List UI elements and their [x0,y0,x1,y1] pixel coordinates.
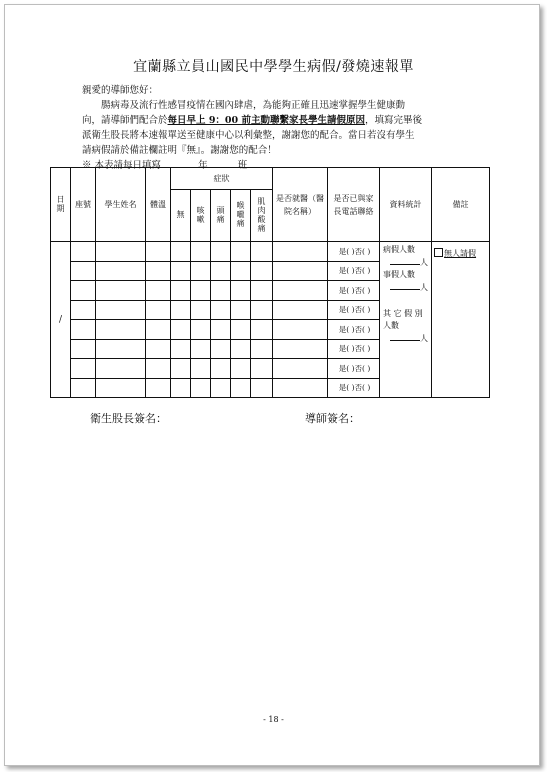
contact-yes-no[interactable]: 是( )否( ) [328,242,380,262]
no-leave-checkbox[interactable] [434,248,443,257]
report-table [50,167,490,398]
header-doctor: 是否就醫（醫院名稱） [273,168,328,242]
personal-count-blank[interactable] [390,281,420,290]
stats-other-label: 其 它 假 別 人數 [383,309,423,330]
other-count-blank[interactable] [390,332,420,341]
header-name: 學生姓名 [96,168,146,242]
health-leader-signature-label: 衛生股長簽名： [90,412,167,425]
symptom-headache: 頭痛 [211,190,231,242]
symptom-sore-throat: 喉嚨痛 [231,190,251,242]
header-contact: 是否已與家長電話聯絡 [328,168,380,242]
contact-yes-no[interactable]: 是( )否( ) [328,261,380,281]
page-title: 宜蘭縣立員山國民中學學生病假/發燒速報單 [133,59,414,75]
symptom-cough: 咳嗽 [191,190,211,242]
contact-yes-no[interactable]: 是( )否( ) [328,300,380,320]
header-stats: 資料統計 [380,168,432,242]
table-row [51,242,490,262]
greeting: 親愛的導師您好： [82,85,159,96]
page-number: - 18 - [263,715,284,724]
remark-cell [432,242,490,398]
date-cell[interactable]: / [51,242,71,398]
header-symptoms: 症狀 [171,168,273,190]
stats-sick-label: 病假人數 [383,245,416,254]
contact-yes-no[interactable]: 是( )否( ) [328,320,380,340]
notice-body [82,98,482,158]
sick-count-blank[interactable] [390,256,420,265]
contact-yes-no[interactable]: 是( )否( ) [328,281,380,301]
body-line-2-emphasis: 每日早上 9：00 前主動聯繫家長學生請假原因 [167,115,365,126]
body-line-1: 腸病毒及流行性感冒疫情在國內肆虐，為能夠正確且迅速掌握學生健康動 [101,100,406,111]
remark-no-leave: 無人請假 [444,249,477,258]
body-line-2-pre: 向，請導師們配合於 [82,115,168,126]
body-line-4: 請病假請於備註欄註明『無』。謝謝您的配合！ [82,145,277,156]
symptom-none: 無 [171,190,191,242]
stats-cell: 病假人數 人 事假人數 人 其 它 假 別 人數 人 [380,242,432,398]
contact-yes-no[interactable]: 是( )否( ) [328,378,380,398]
body-line-2-post: ，填寫完畢後 [364,115,422,126]
header-date: 日期 [51,168,71,242]
note-year: 年 [198,160,208,171]
contact-yes-no[interactable]: 是( )否( ) [328,359,380,379]
header-remark: 備註 [432,168,490,242]
header-temp: 體溫 [146,168,171,242]
body-line-3: 派衛生股長將本速報單送至健康中心以利彙整，謝謝您的配合。當日若沒有學生 [82,130,415,141]
contact-yes-no[interactable]: 是( )否( ) [328,339,380,359]
stats-personal-label: 事假人數 [383,270,416,279]
note-class: 班 [237,160,248,171]
header-seat: 座號 [71,168,96,242]
teacher-signature-label: 導師簽名： [305,412,360,425]
symptom-muscle-ache: 肌肉酸痛 [251,190,273,242]
note-prefix: ※ 本表請每日填寫 [82,160,162,171]
